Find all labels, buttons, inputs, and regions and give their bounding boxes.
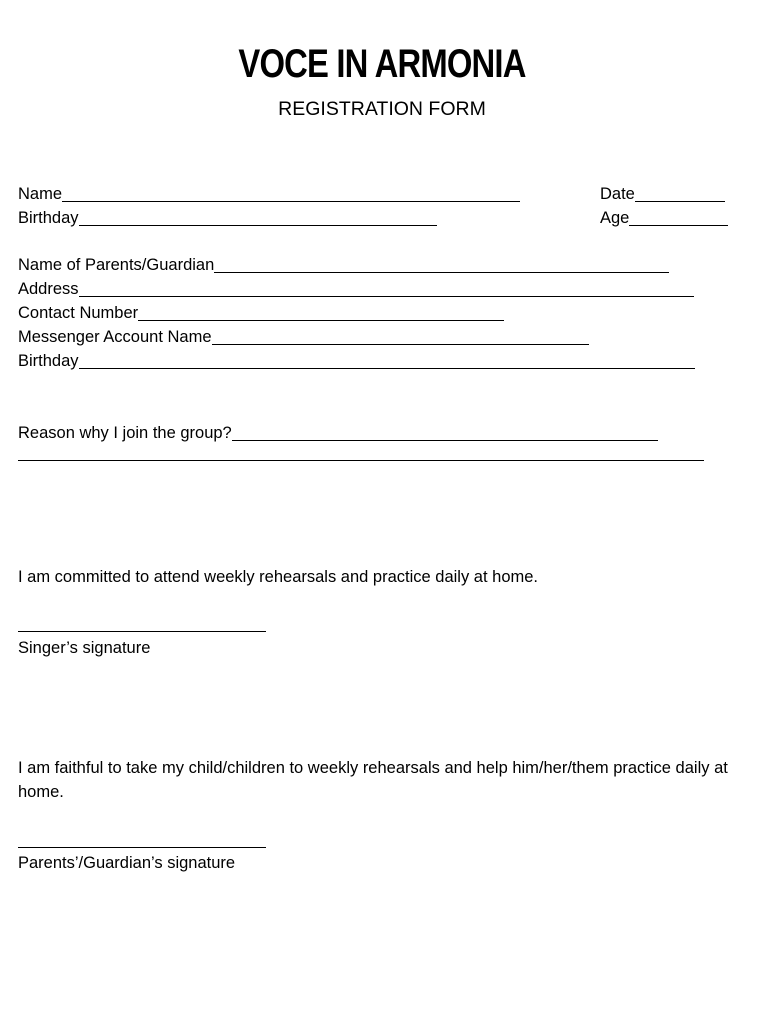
contact-blank[interactable]: [138, 306, 504, 321]
date-label: Date: [600, 185, 635, 203]
parent-commitment-statement: I am faithful to take my child/children to weekly rehearsals and help him/her/them practice daily at home.: [18, 759, 728, 801]
singer-signature-label: Singer’s signature: [18, 639, 151, 657]
age-field-row: [600, 207, 728, 229]
reason-label: Reason why I join the group?: [18, 424, 232, 442]
address-field-row: [18, 278, 694, 300]
date-blank[interactable]: [635, 187, 725, 202]
birthday-label: Birthday: [18, 209, 79, 227]
address-label: Address: [18, 280, 79, 298]
reason-continuation-row: [18, 446, 704, 464]
singer-signature-blank[interactable]: [18, 630, 266, 632]
contact-label: Contact Number: [18, 304, 139, 322]
date-field-row: [600, 183, 725, 205]
address-blank[interactable]: [79, 282, 694, 297]
name-blank[interactable]: [62, 187, 520, 202]
parents-field-row: [18, 254, 669, 276]
name-label: Name: [18, 185, 63, 203]
parent-birthday-field-row: [18, 350, 695, 372]
parent-birthday-blank[interactable]: [79, 354, 695, 369]
parent-birthday-label: Birthday: [18, 352, 79, 370]
birthday-blank[interactable]: [79, 211, 437, 226]
reason-blank[interactable]: [232, 426, 658, 441]
parents-blank[interactable]: [214, 258, 669, 273]
parent-signature-blank[interactable]: [18, 846, 266, 848]
contact-field-row: [18, 302, 504, 324]
birthday-field-row: [18, 207, 437, 229]
reason-continuation-blank[interactable]: [18, 446, 704, 461]
age-blank[interactable]: [629, 211, 728, 226]
messenger-label: Messenger Account Name: [18, 328, 212, 346]
messenger-blank[interactable]: [212, 330, 589, 345]
name-field-row: [18, 183, 520, 205]
parents-label: Name of Parents/Guardian: [18, 256, 215, 274]
singer-commitment-statement: I am committed to attend weekly rehearsals and practice daily at home.: [18, 568, 538, 586]
reason-field-row: [18, 422, 658, 444]
page-title: VOCE IN ARMONIA: [238, 42, 526, 86]
parent-signature-label: Parents’/Guardian’s signature: [18, 854, 236, 872]
messenger-field-row: [18, 326, 589, 348]
age-label: Age: [600, 209, 630, 227]
page-subtitle: REGISTRATION FORM: [278, 98, 486, 120]
